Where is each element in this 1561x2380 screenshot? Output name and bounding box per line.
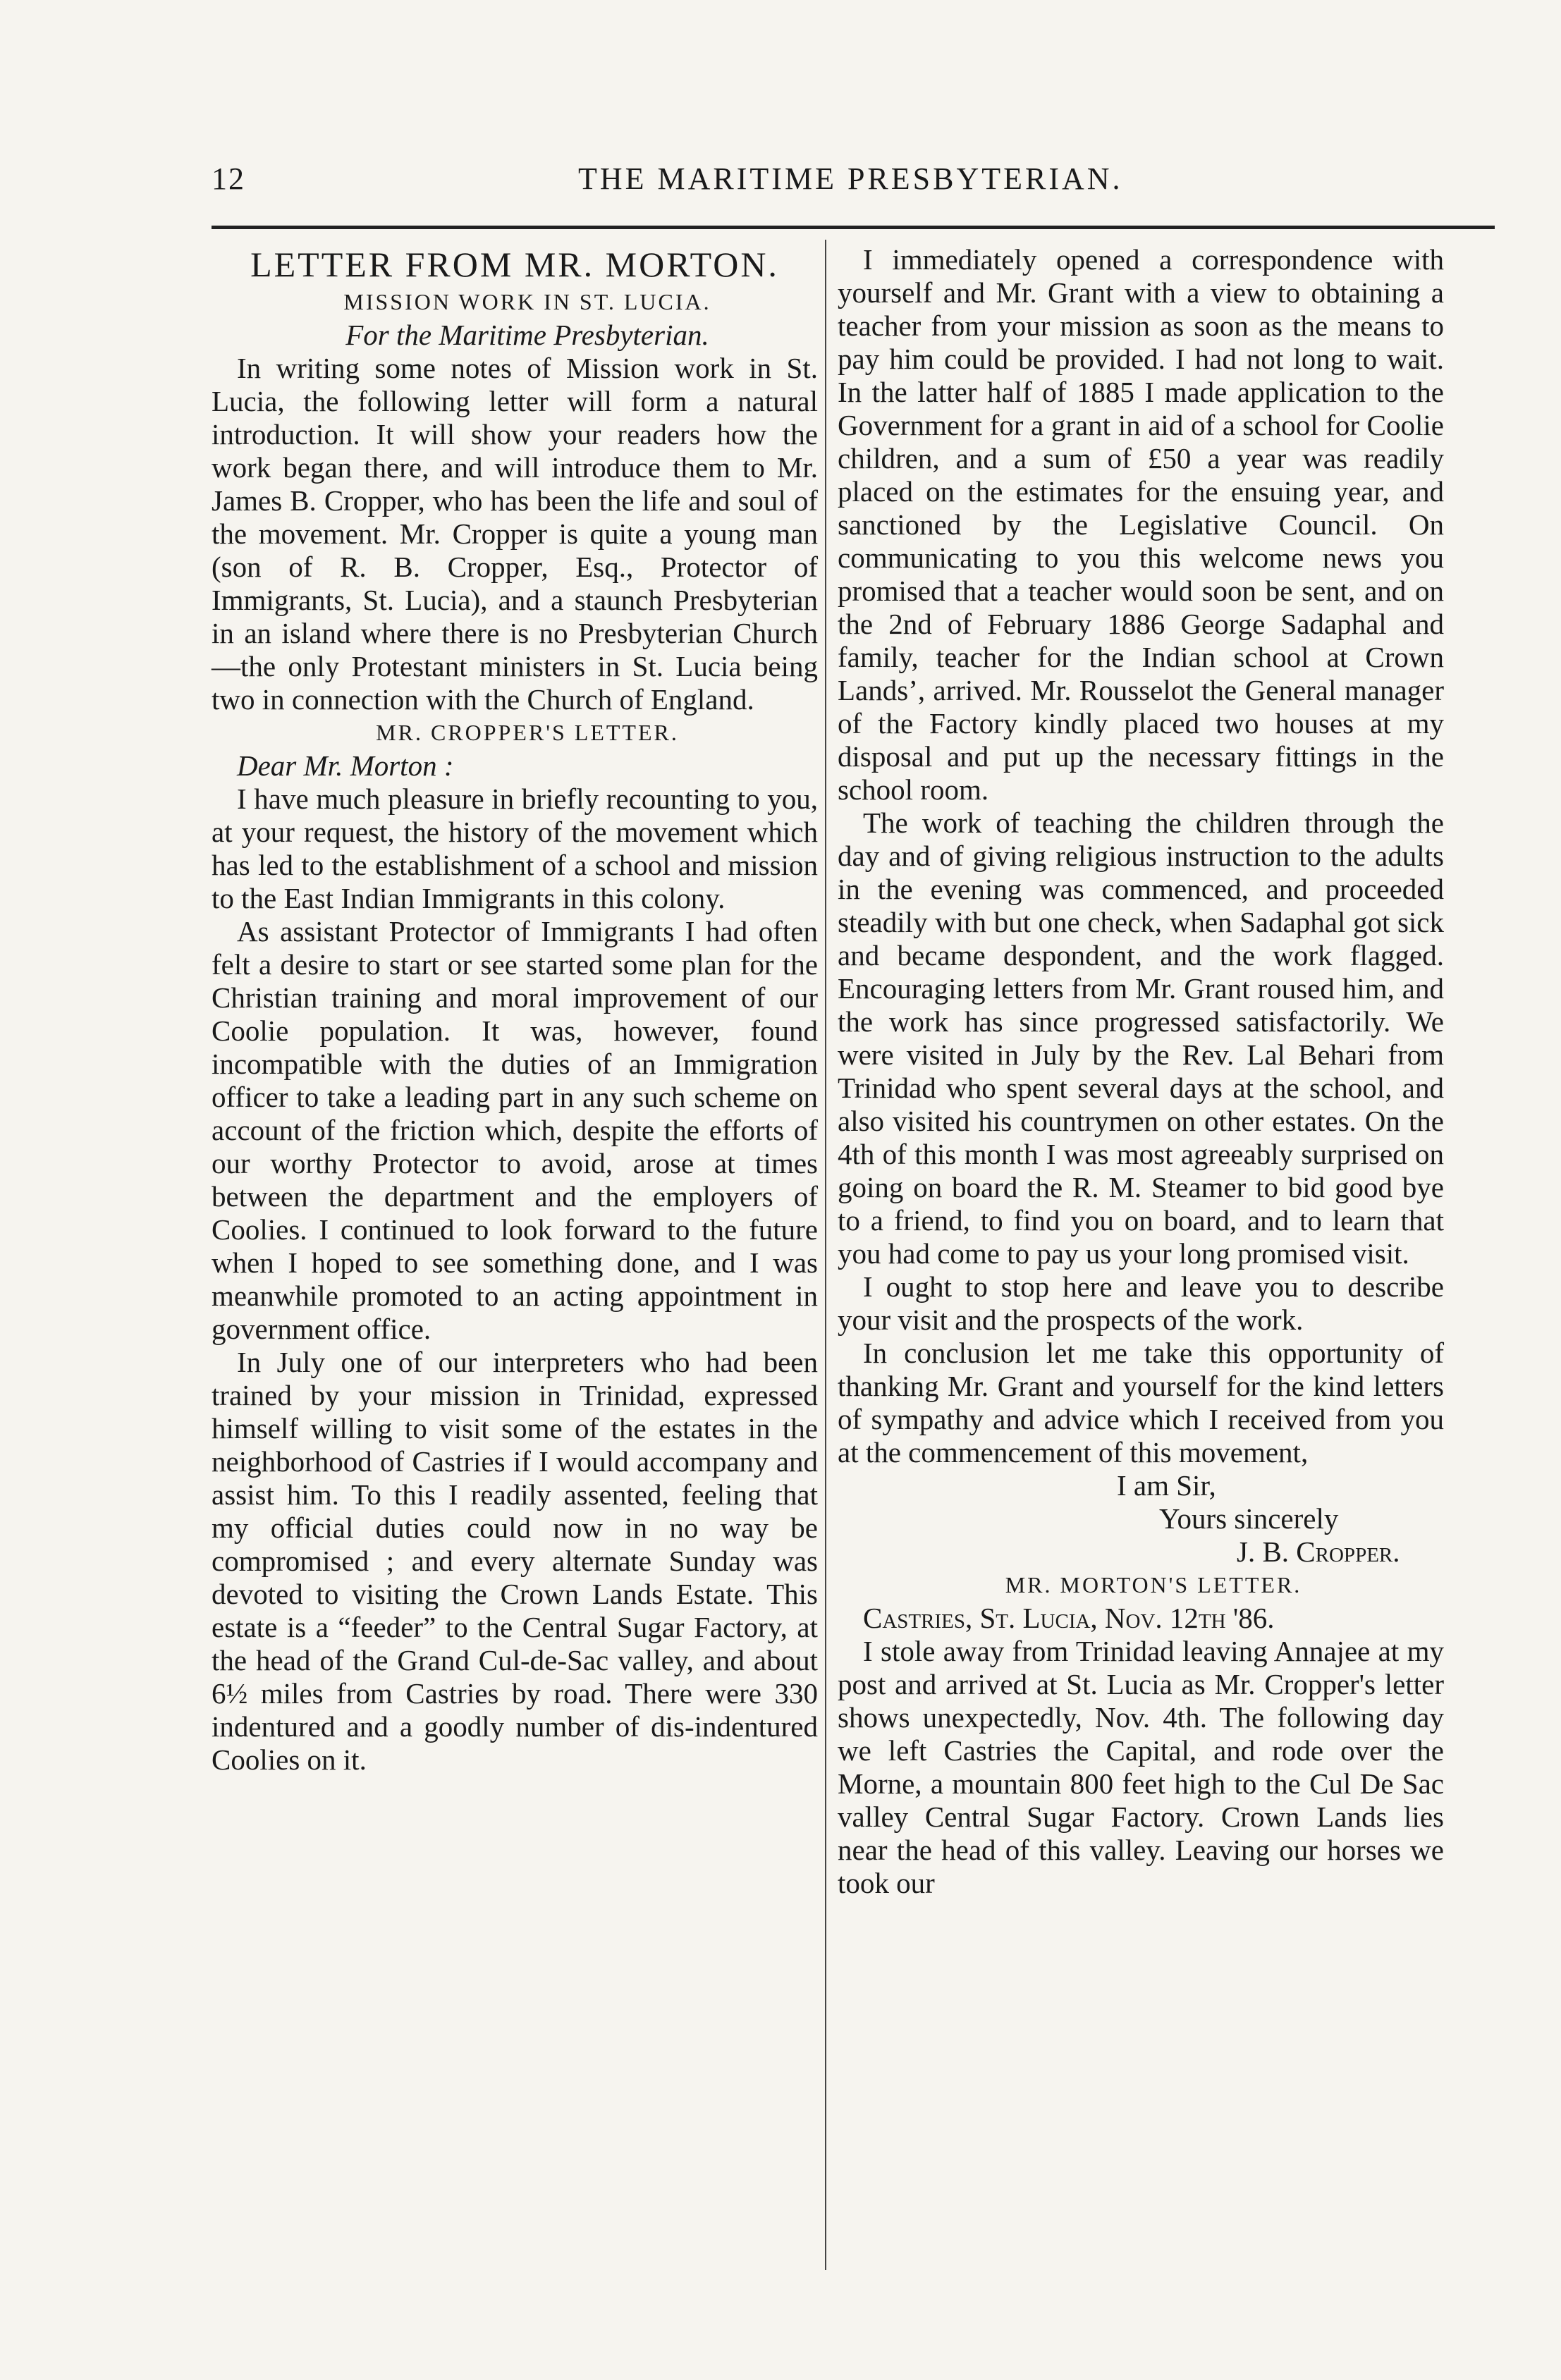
signature: J. B. Cropper. [1237,1535,1400,1568]
column-divider [825,240,826,2270]
closing-line-1: I am Sir, [1117,1469,1216,1502]
article-byline: For the Maritime Presbyterian. [345,319,709,351]
morton-paragraph-1: I stole away from Trinidad leaving Annajee at my post and arrived at St. Lucia as Mr. Cropper's letter shows unexpectedly, Nov. 4th. The following day we left Castries the Capital, and rode over the Morne, a mountain 800 feet high to the Cul De Sac valley Central Sugar Factory. Crown Lands lies near the head of this valley. Leaving our horses we took our [838,1635,1444,1899]
intro-paragraph: In writing some notes of Mission work in St. Lucia, the following letter will form a natural introduction. It will show your readers how the work began there, and will introduce them to Mr. James B. Cropper, who has been the life and soul of the movement. Mr. Cropper is quite a young man (son of R. B. Cropper, Esq., Protector of Immigrants, St. Lucia), and a staunch Presbyterian in an island where there is no Presbyterian Church—the only Protestant ministers in St. Lucia being two in connection with the Church of England. [212,352,818,716]
cropper-paragraph-3: In July one of our interpreters who had been trained by your mission in Trinidad, expressed himself willing to visit some of the estates in the neighborhood of Castries if I would accompany and assist him. To this I readily assented, feeling that my official duties could now in no way be compromised ; and every alternate Sunday was devoted to visiting the Crown Lands Estate. This estate is a “feeder” to the Central Sugar Factory, at the head of the Grand Cul-de-Sac valley, and about 6½ miles from Castries by road. There were 330 indentured and a goodly number of dis-indentured Coolies on it. [212,1346,818,1776]
cropper-paragraph-4: I immediately opened a correspondence with yourself and Mr. Grant with a view to obtaining a teacher from your mission as soon as the means to pay him could be provided. I had not long to wait. In the latter half of 1885 I made application to the Government for a grant in aid of a school for Coolie children, and a sum of £50 a year was readily placed on the estimates for the ensuing year, and sanctioned by the Legislative Council. On communicating to you this welcome news you promised that a teacher would soon be sent, and on the 2nd of February 1886 George Sadaphal and family, teacher for the Indian school at Crown Lands’, arrived. Mr. Rousselot the General manager of the Factory kindly placed two houses at my disposal and put up the necessary fittings in the school room. [838,243,1444,806]
left-column [212,243,818,1777]
cropper-paragraph-5: The work of teaching the children through the day and of giving religious instruction to the adults in the evening was commenced, and proceeded steadily with but one check, when Sadaphal got sick and became despondent, and the work flagged. Encouraging letters from Mr. Grant roused him, and the work has since progressed satisfactorily. We were visited in July by the Rev. Lal Behari from Trinidad who spent several days at the school, and also visited his countrymen on other estates. On the 4th of this month I was most agreeably surprised on going on board the R. M. Steamer to bid good bye to a friend, to find you on board, and to learn that you had come to pay us your long promised visit. [838,806,1444,1270]
cropper-letter-heading: MR. CROPPER'S LETTER. [376,720,679,745]
cropper-paragraph-2: As assistant Protector of Immigrants I had often felt a desire to start or see started some plan for the Christian training and moral improvement of our Coolie population. It was, however, found incompatible with the duties of an Immigration officer to take a leading part in any such scheme on account of the friction which, despite the efforts of our worthy Protector to avoid, arose at times between the department and the employers of Coolies. I continued to look forward to the future when I hoped to see something done, and I was meanwhile promoted to an acting appointment in government office. [212,915,818,1345]
dateline: Castries, St. Lucia, Nov. 12th '86. [863,1602,1275,1634]
morton-letter-heading: MR. MORTON'S LETTER. [1005,1572,1302,1597]
salutation: Dear Mr. Morton : [237,749,454,782]
right-column [838,243,1444,1900]
cropper-paragraph-7: In conclusion let me take this opportunity of thanking Mr. Grant and yourself for the kind letters of sympathy and advice which I received from you at the commencement of this movement, [838,1337,1444,1468]
cropper-paragraph-6: I ought to stop here and leave you to describe your visit and the prospects of the work. [838,1270,1444,1336]
article-subtitle: MISSION WORK IN ST. LUCIA. [343,289,711,314]
page-number: 12 [212,161,245,196]
page-header [212,161,1495,203]
closing-line-2: Yours sincerely [1159,1502,1339,1535]
cropper-paragraph-1: I have much pleasure in briefly recounting to you, at your request, the history of the movement which has led to the establishment of a school and mission to the East Indian Immigrants in this colony. [212,783,818,914]
header-rule [212,226,1495,229]
running-title: THE MARITIME PRESBYTERIAN. [578,161,1123,196]
article-title: LETTER FROM MR. MORTON. [250,245,779,284]
